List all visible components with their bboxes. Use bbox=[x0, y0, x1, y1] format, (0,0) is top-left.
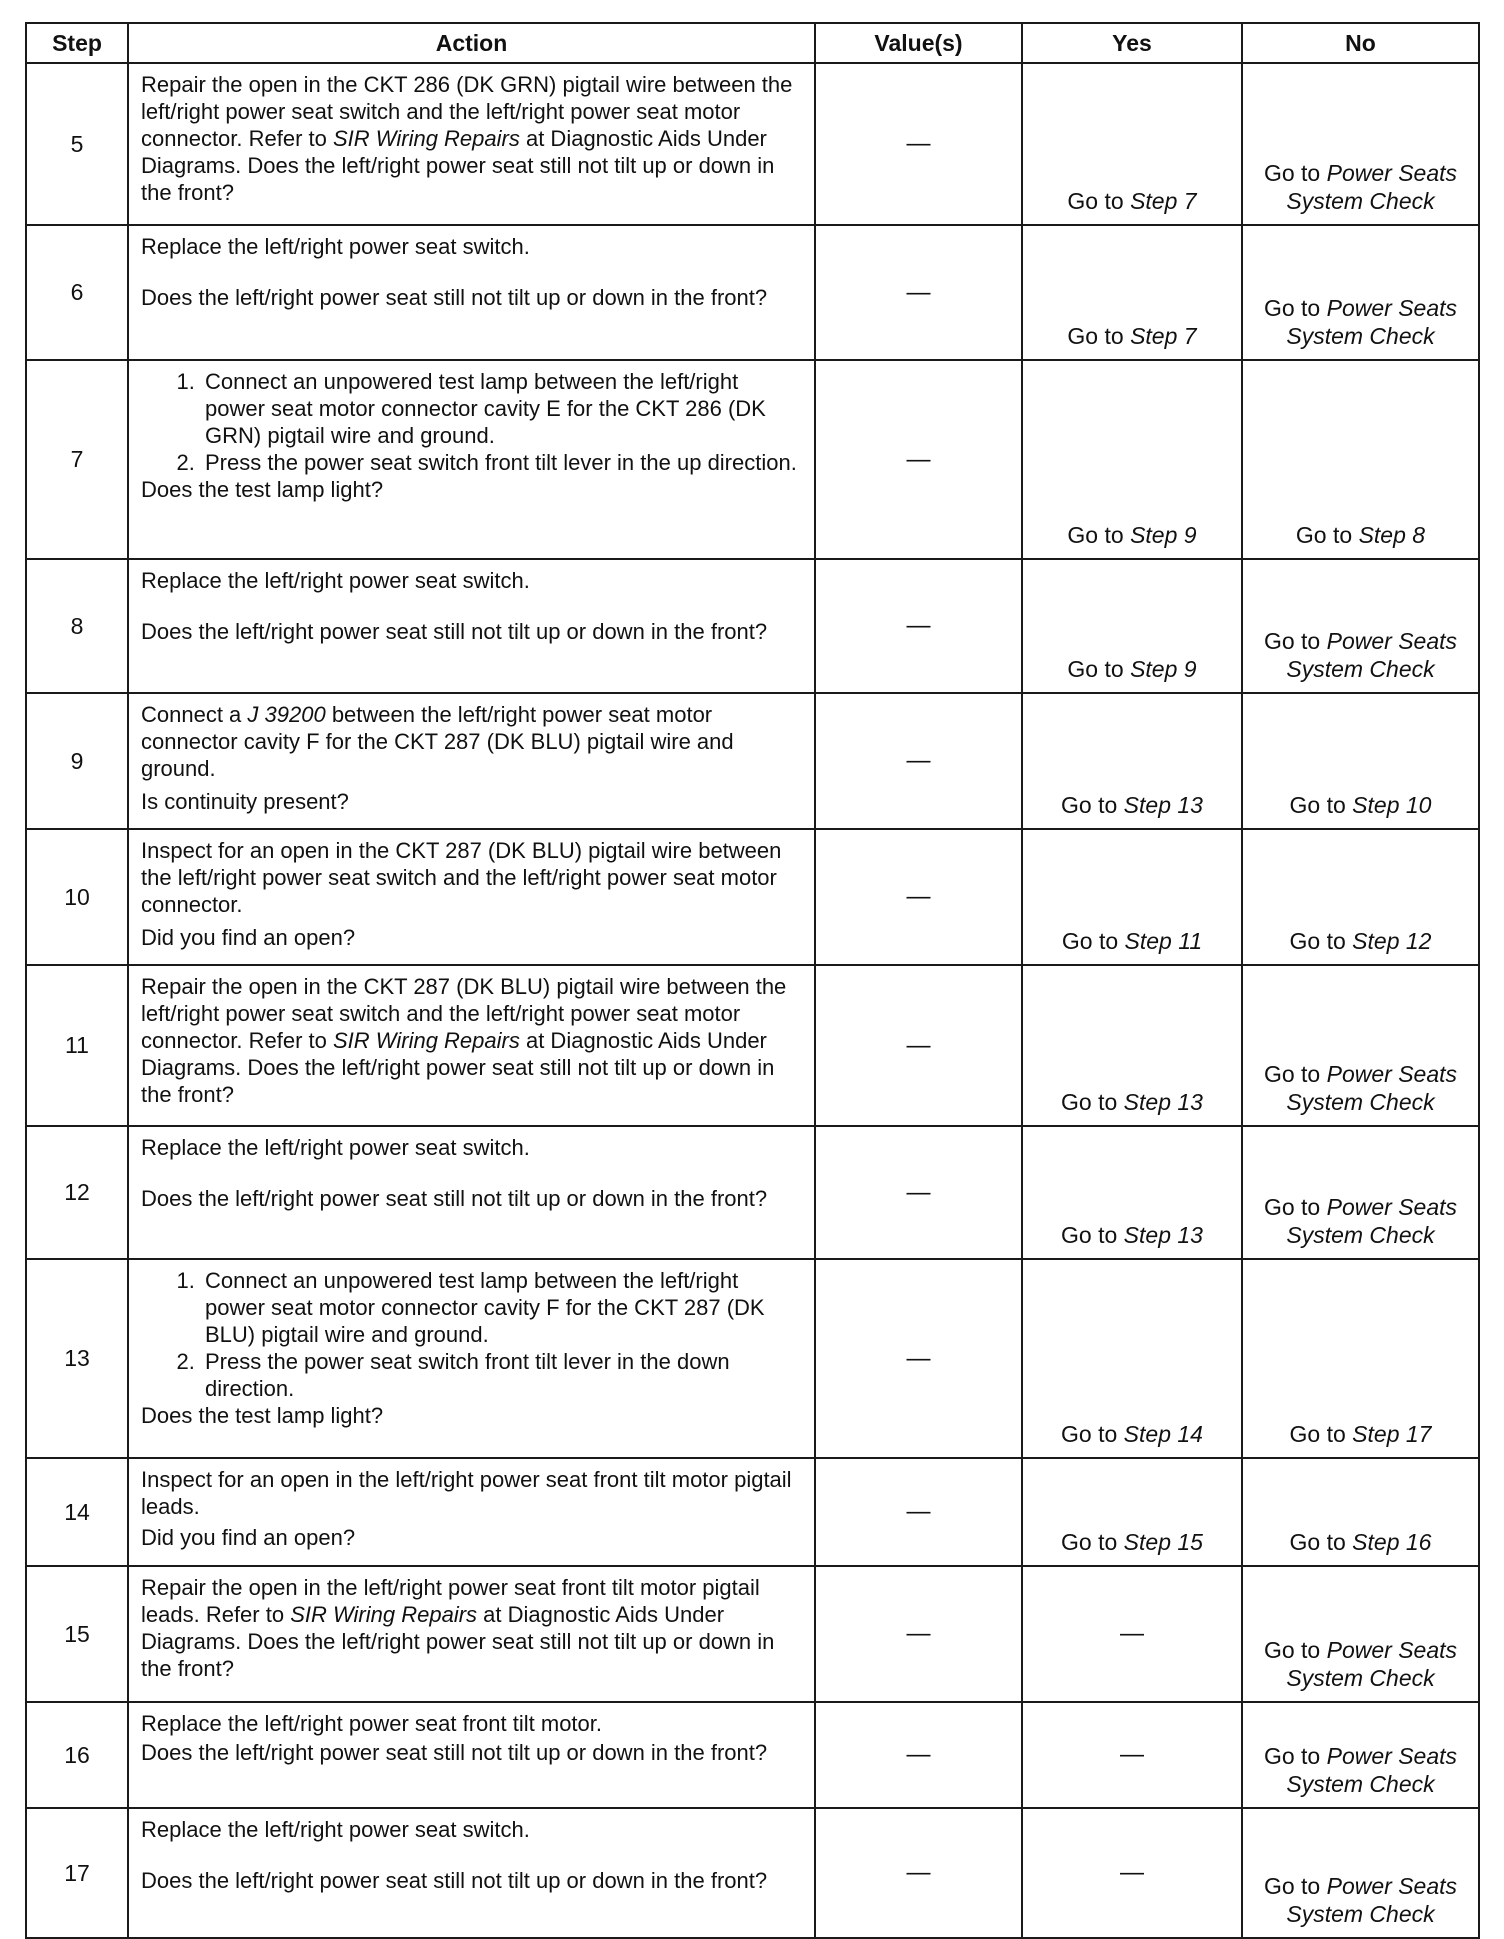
table-row bbox=[26, 1808, 1479, 1938]
diagnostic-table bbox=[25, 22, 1480, 1939]
goto-prefix: Go to bbox=[1263, 628, 1327, 654]
table-row bbox=[26, 225, 1479, 360]
action-question: Does the test lamp light? bbox=[141, 1403, 384, 1428]
action-question: Did you find an open? bbox=[141, 1525, 356, 1550]
diagnostic-table-page bbox=[25, 22, 1478, 1939]
goto-link[interactable]: Step 11 bbox=[1124, 928, 1203, 954]
action-reference: SIR Wiring Repairs bbox=[333, 126, 520, 151]
list-item: 1. Connect an unpowered test lamp between the left/right power seat motor connector cavity E for the CKT 286 (DK GRN) pigtail wire and ground. bbox=[201, 368, 804, 449]
value-cell: — bbox=[815, 1702, 1022, 1808]
goto-link[interactable]: Power Seats System Check bbox=[1286, 160, 1458, 214]
table-row bbox=[26, 63, 1479, 225]
goto-link[interactable]: Step 10 bbox=[1352, 792, 1432, 818]
goto-prefix: Go to bbox=[1067, 188, 1131, 214]
table-row bbox=[26, 1702, 1479, 1808]
table-row bbox=[26, 1259, 1479, 1458]
action-cell bbox=[128, 693, 815, 829]
action-text: Repair the open in the left/right power seat front tilt motor pigtail leads. Refer to bbox=[141, 1575, 760, 1627]
action-cell bbox=[128, 63, 815, 225]
no-cell bbox=[1242, 1566, 1479, 1702]
goto-prefix: Go to bbox=[1067, 656, 1131, 682]
goto-link[interactable]: Power Seats System Check bbox=[1286, 295, 1458, 349]
no-cell bbox=[1242, 1458, 1479, 1566]
value-cell: — bbox=[815, 559, 1022, 693]
table-header-row bbox=[26, 23, 1479, 63]
no-cell bbox=[1242, 360, 1479, 559]
step-number: 17 bbox=[26, 1808, 128, 1938]
goto-prefix: Go to bbox=[1289, 792, 1353, 818]
step-number: 8 bbox=[26, 559, 128, 693]
action-cell bbox=[128, 1702, 815, 1808]
table-row bbox=[26, 965, 1479, 1126]
list-item: 2. Press the power seat switch front tilt lever in the up direction. bbox=[201, 449, 804, 476]
table-row bbox=[26, 559, 1479, 693]
step-number: 14 bbox=[26, 1458, 128, 1566]
action-question: Does the left/right power seat still not tilt up or down in the front? bbox=[141, 285, 768, 310]
goto-prefix: Go to bbox=[1263, 1061, 1327, 1087]
yes-cell: — bbox=[1022, 1566, 1242, 1702]
no-cell bbox=[1242, 1126, 1479, 1259]
yes-cell: — bbox=[1022, 1702, 1242, 1808]
step-number: 9 bbox=[26, 693, 128, 829]
goto-link[interactable]: Power Seats System Check bbox=[1286, 1194, 1458, 1248]
goto-prefix: Go to bbox=[1289, 928, 1353, 954]
action-text: Replace the left/right power seat front tilt motor. bbox=[141, 1711, 603, 1736]
list-item: 2. Press the power seat switch front tilt lever in the down direction. bbox=[201, 1348, 804, 1402]
yes-cell bbox=[1022, 1458, 1242, 1566]
action-cell bbox=[128, 965, 815, 1126]
action-cell bbox=[128, 1566, 815, 1702]
no-cell bbox=[1242, 1808, 1479, 1938]
goto-prefix: Go to bbox=[1263, 160, 1327, 186]
yes-cell bbox=[1022, 225, 1242, 360]
table-row bbox=[26, 360, 1479, 559]
goto-prefix: Go to bbox=[1061, 1222, 1124, 1248]
action-steps-list bbox=[141, 368, 804, 476]
goto-link[interactable]: Power Seats System Check bbox=[1286, 1743, 1458, 1797]
no-cell bbox=[1242, 225, 1479, 360]
goto-prefix: Go to bbox=[1263, 1637, 1327, 1663]
yes-cell bbox=[1022, 1259, 1242, 1458]
action-text: Replace the left/right power seat switch. bbox=[141, 1135, 530, 1160]
no-cell bbox=[1242, 829, 1479, 965]
goto-link[interactable]: Step 8 bbox=[1358, 522, 1426, 548]
action-steps-list bbox=[141, 1267, 804, 1402]
yes-cell bbox=[1022, 1126, 1242, 1259]
yes-cell bbox=[1022, 965, 1242, 1126]
action-cell bbox=[128, 1259, 815, 1458]
header-yes: Yes bbox=[1022, 23, 1242, 63]
action-cell bbox=[128, 559, 815, 693]
action-reference: SIR Wiring Repairs bbox=[290, 1602, 478, 1627]
goto-link[interactable]: Step 16 bbox=[1352, 1529, 1432, 1555]
goto-prefix: Go to bbox=[1061, 1421, 1124, 1447]
table-row bbox=[26, 829, 1479, 965]
goto-prefix: Go to bbox=[1263, 295, 1327, 321]
value-cell: — bbox=[815, 1458, 1022, 1566]
step-number: 12 bbox=[26, 1126, 128, 1259]
goto-prefix: Go to bbox=[1263, 1873, 1327, 1899]
action-cell bbox=[128, 829, 815, 965]
action-reference: J 39200 bbox=[247, 702, 326, 727]
goto-link[interactable]: Step 12 bbox=[1352, 928, 1432, 954]
goto-link[interactable]: Power Seats System Check bbox=[1286, 1873, 1458, 1927]
goto-prefix: Go to bbox=[1061, 792, 1124, 818]
goto-prefix: Go to bbox=[1295, 522, 1359, 548]
goto-link[interactable]: Step 7 bbox=[1130, 188, 1197, 214]
step-number: 16 bbox=[26, 1702, 128, 1808]
table-row bbox=[26, 693, 1479, 829]
action-question: Did you find an open? bbox=[141, 925, 356, 950]
action-cell bbox=[128, 1126, 815, 1259]
goto-prefix: Go to bbox=[1061, 1089, 1124, 1115]
action-text: between the left/right power seat motor connector cavity F for the CKT 287 (DK BLU) pigtail wire and ground. bbox=[141, 702, 734, 781]
goto-prefix: Go to bbox=[1067, 323, 1131, 349]
action-text: Repair the open in the CKT 286 (DK GRN) pigtail wire between the left/right power seat switch and the left/right power seat motor connector. Refer to bbox=[141, 72, 793, 151]
step-number: 6 bbox=[26, 225, 128, 360]
action-cell bbox=[128, 1458, 815, 1566]
action-question: Does the left/right power seat still not tilt up or down in the front? bbox=[141, 619, 768, 644]
value-cell: — bbox=[815, 225, 1022, 360]
table-row bbox=[26, 1458, 1479, 1566]
value-cell: — bbox=[815, 1808, 1022, 1938]
goto-link[interactable]: Step 14 bbox=[1123, 1421, 1203, 1447]
yes-cell bbox=[1022, 829, 1242, 965]
goto-link[interactable]: Step 17 bbox=[1352, 1421, 1432, 1447]
action-text: Inspect for an open in the CKT 287 (DK BLU) pigtail wire between the left/right power seat switch and the left/right power seat motor connector. bbox=[141, 838, 782, 917]
value-cell: — bbox=[815, 693, 1022, 829]
value-cell: — bbox=[815, 63, 1022, 225]
action-question: Is continuity present? bbox=[141, 789, 349, 814]
goto-link[interactable]: Step 9 bbox=[1130, 656, 1197, 682]
value-cell: — bbox=[815, 1259, 1022, 1458]
goto-link[interactable]: Step 13 bbox=[1123, 1089, 1203, 1115]
value-cell: — bbox=[815, 829, 1022, 965]
goto-link[interactable]: Power Seats System Check bbox=[1286, 1061, 1458, 1115]
goto-prefix: Go to bbox=[1289, 1421, 1353, 1447]
action-text: Repair the open in the CKT 287 (DK BLU) pigtail wire between the left/right power seat switch and the left/right power seat motor connector. Refer to bbox=[141, 974, 787, 1053]
value-cell: — bbox=[815, 1566, 1022, 1702]
action-text: Replace the left/right power seat switch. bbox=[141, 234, 530, 259]
goto-prefix: Go to bbox=[1263, 1743, 1327, 1769]
action-question: Does the left/right power seat still not tilt up or down in the front? bbox=[141, 1740, 768, 1765]
action-cell bbox=[128, 360, 815, 559]
no-cell bbox=[1242, 1702, 1479, 1808]
goto-link[interactable]: Power Seats System Check bbox=[1286, 1637, 1458, 1691]
action-text: Replace the left/right power seat switch. bbox=[141, 568, 530, 593]
action-text: Inspect for an open in the left/right power seat front tilt motor pigtail leads. bbox=[141, 1467, 792, 1519]
no-cell bbox=[1242, 1259, 1479, 1458]
goto-link[interactable]: Power Seats System Check bbox=[1286, 628, 1458, 682]
yes-cell bbox=[1022, 559, 1242, 693]
goto-prefix: Go to bbox=[1289, 1529, 1353, 1555]
action-text: at Diagnostic Aids Under Diagrams. Does the left/right power seat still not tilt up or down in the front? bbox=[141, 126, 775, 205]
table-row bbox=[26, 1566, 1479, 1702]
no-cell bbox=[1242, 63, 1479, 225]
action-question: Does the test lamp light? bbox=[141, 477, 384, 502]
no-cell bbox=[1242, 693, 1479, 829]
action-text: Connect a bbox=[141, 702, 248, 727]
yes-cell bbox=[1022, 693, 1242, 829]
goto-link[interactable]: Step 7 bbox=[1130, 323, 1197, 349]
yes-cell bbox=[1022, 360, 1242, 559]
step-number: 11 bbox=[26, 965, 128, 1126]
step-number: 10 bbox=[26, 829, 128, 965]
yes-cell bbox=[1022, 63, 1242, 225]
action-text: at Diagnostic Aids Under Diagrams. Does the left/right power seat still not tilt up or down in the front? bbox=[141, 1602, 775, 1681]
goto-link[interactable]: Step 13 bbox=[1123, 792, 1203, 818]
yes-cell: — bbox=[1022, 1808, 1242, 1938]
header-action: Action bbox=[128, 23, 815, 63]
header-step: Step bbox=[26, 23, 128, 63]
action-cell bbox=[128, 225, 815, 360]
no-cell bbox=[1242, 965, 1479, 1126]
action-question: Does the left/right power seat still not tilt up or down in the front? bbox=[141, 1868, 768, 1893]
value-cell: — bbox=[815, 1126, 1022, 1259]
goto-link[interactable]: Step 15 bbox=[1123, 1529, 1203, 1555]
action-reference: SIR Wiring Repairs bbox=[333, 1028, 520, 1053]
goto-prefix: Go to bbox=[1067, 522, 1131, 548]
action-text: at Diagnostic Aids Under Diagrams. Does the left/right power seat still not tilt up or down in the front? bbox=[141, 1028, 775, 1107]
value-cell: — bbox=[815, 360, 1022, 559]
header-values: Value(s) bbox=[815, 23, 1022, 63]
goto-prefix: Go to bbox=[1263, 1194, 1327, 1220]
step-number: 15 bbox=[26, 1566, 128, 1702]
step-number: 7 bbox=[26, 360, 128, 559]
header-no: No bbox=[1242, 23, 1479, 63]
goto-link[interactable]: Step 13 bbox=[1123, 1222, 1203, 1248]
action-question: Does the left/right power seat still not tilt up or down in the front? bbox=[141, 1186, 768, 1211]
step-number: 5 bbox=[26, 63, 128, 225]
list-item: 1. Connect an unpowered test lamp between the left/right power seat motor connector cavity F for the CKT 287 (DK BLU) pigtail wire and ground. bbox=[201, 1267, 804, 1348]
goto-prefix: Go to bbox=[1061, 928, 1125, 954]
table-row bbox=[26, 1126, 1479, 1259]
value-cell: — bbox=[815, 965, 1022, 1126]
step-number: 13 bbox=[26, 1259, 128, 1458]
no-cell bbox=[1242, 559, 1479, 693]
goto-link[interactable]: Step 9 bbox=[1130, 522, 1197, 548]
action-text: Replace the left/right power seat switch. bbox=[141, 1817, 530, 1842]
action-cell bbox=[128, 1808, 815, 1938]
goto-prefix: Go to bbox=[1061, 1529, 1124, 1555]
